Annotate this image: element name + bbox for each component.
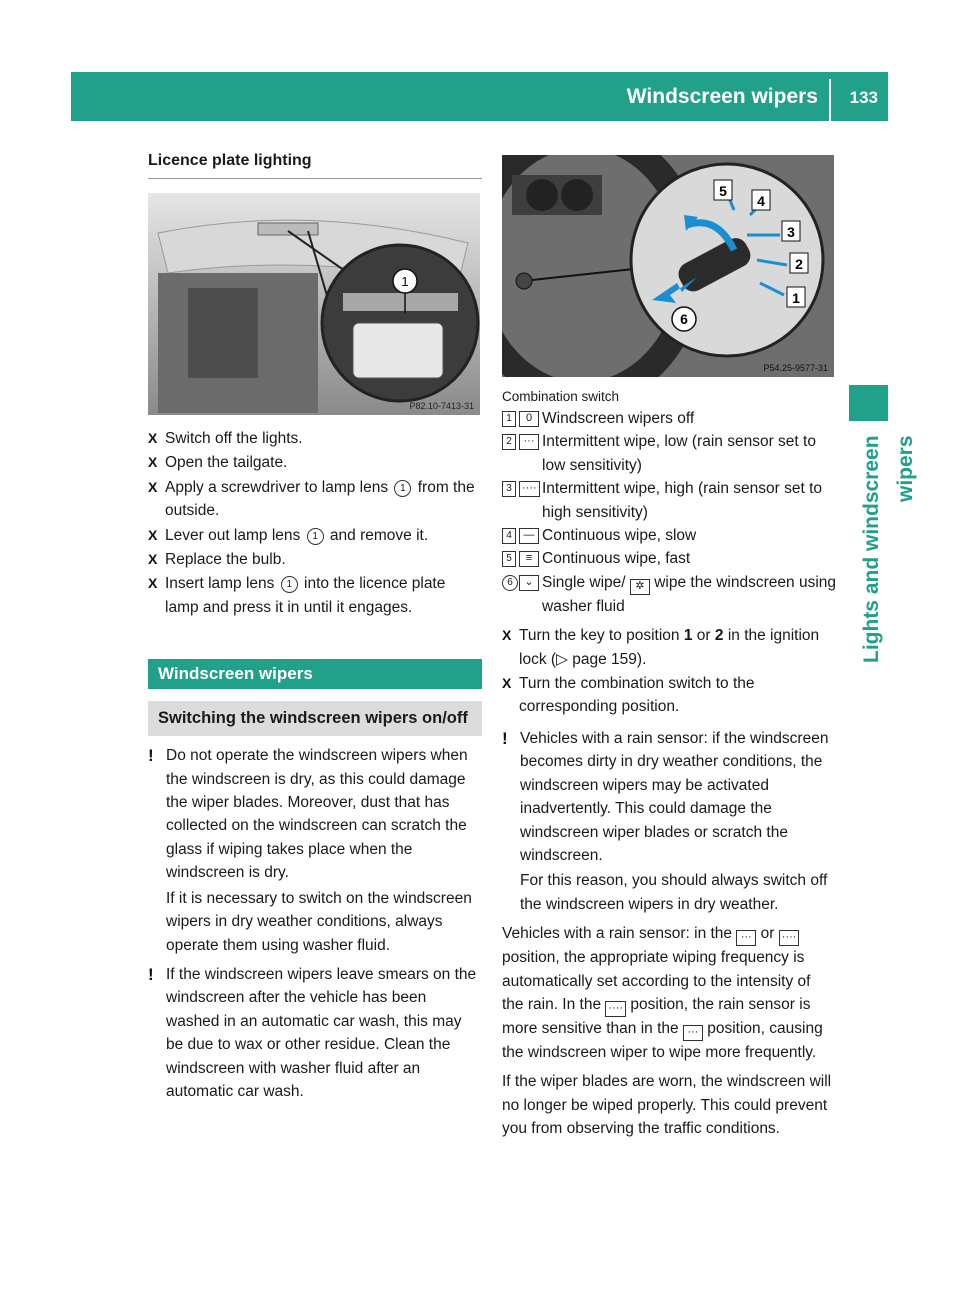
list-item: X Replace the bulb. [148,548,482,571]
wipers-subsection-heading: Switching the windscreen wipers on/off [148,701,482,736]
combination-switch-figure [502,155,834,377]
list-item: 5 ≡ Continuous wipe, fast [502,547,836,570]
figure-callout: 2 [795,256,803,272]
header-title: Windscreen wipers [626,85,818,108]
worn-blades-paragraph: If the wiper blades are worn, the windscreen will no longer be wiped properly. This could prevent you from observing the traffic conditions. [502,1073,832,1138]
wipers-section-heading: Windscreen wipers [148,659,482,689]
action-arrow-icon: X [148,430,158,446]
warning-note: ! Vehicles with a rain sensor: if the windscreen becomes dirty in dry weather conditions, the windscreen wipers may be activated inadvertently. This could damage the windscreen wiper blades or scratch the windscreen. For this reason, you should always switch off the windscreen wipers in dry weather. [502,728,829,913]
list-item: X Apply a screwdriver to lamp lens 1 from the outside. [148,476,482,523]
action-arrow-icon: X [502,675,512,692]
figure-callout-1: 1 [401,274,409,289]
list-item: 4 — Continuous wipe, slow [502,524,836,547]
callout-badge: 1 [281,576,298,593]
chapter-label: Lights and windscreen wipers [860,435,917,663]
warning-icon: ! [148,964,154,984]
right-column [502,155,836,1141]
intermittent-low-icon: ··· [736,930,756,946]
combination-switch-illustration [502,155,834,377]
action-arrow-icon: X [148,575,158,592]
intermittent-high-icon: ···· [779,930,800,946]
action-arrow-icon: X [148,526,158,543]
figure-code: P54.25-9577-31 [763,363,828,373]
list-item: 1 0 Windscreen wipers off [502,407,836,430]
combo-steps [502,624,836,719]
list-item: 3 ···· Intermittent wipe, high (rain sensor set to high sensitivity) [502,477,836,524]
licence-plate-illustration [148,193,480,415]
intermittent-high-icon: ···· [519,481,540,497]
list-item: X Insert lamp lens 1 into the licence plate lamp and press it in until it engages. [148,572,482,619]
page-header [71,72,888,121]
figure-code: P82.10-7413-31 [409,401,474,411]
figure-caption: Combination switch [502,389,620,404]
continuous-slow-icon: — [519,528,539,544]
figure-callout: 5 [719,183,727,199]
chapter-tab [849,385,888,421]
list-item: X Switch off the lights. [148,427,482,450]
warning-icon: ! [148,746,154,766]
warning-note: ! If the windscreen wipers leave smears on the windscreen after the vehicle has been washed in an automatic car wash, this may be due to wax or other residue. Clean the windscreen with washer fluid after an automatic car wash. [148,964,477,1100]
wiper-off-icon: 0 [519,411,539,427]
switch-legend [502,407,836,618]
licence-plate-figure [148,193,480,415]
washer-fluid-icon: ✲ [630,579,650,595]
list-item: X Open the tailgate. [148,451,482,474]
action-arrow-icon: X [148,478,158,495]
rain-sensor-paragraph: Vehicles with a rain sensor: in the ··· or ···· position, the appropriate wiping frequency is automatically set according to the intensity of the rain. In the ···· position, the rain sensor is more sensitive than in the ··· position, causing the windscreen wiper to wipe more frequently. [502,925,823,1061]
list-item: X Lever out lamp lens 1 and remove it. [148,524,482,547]
figure-callout: 4 [757,193,765,209]
list-item: 2 ··· Intermittent wipe, low (rain sensor set to low sensitivity) [502,430,836,477]
list-item: 6 ⌄ Single wipe/ ✲ wipe the windscreen using washer fluid [502,571,836,618]
list-item: X Turn the combination switch to the corresponding position. [502,672,836,719]
figure-callout: 6 [680,311,688,327]
left-column [148,145,482,1103]
warning-icon: ! [502,728,508,748]
licence-steps [148,427,482,619]
action-arrow-icon: X [148,551,158,568]
callout-badge: 1 [307,528,324,545]
callout-badge: 1 [394,480,411,497]
single-wipe-icon: ⌄ [519,575,539,591]
licence-plate-heading: Licence plate lighting [148,145,482,179]
warning-note: ! Do not operate the windscreen wipers when the windscreen is dry, as this could damage the wiper blades. Moreover, dust that has collected on the windscreen can scratch the glass if wiping takes place when the windscreen is dry. If it is necessary to switch on the windscreen wipers in dry weather conditions, always operate them using washer fluid. [148,746,472,954]
figure-callout: 3 [787,224,795,240]
action-arrow-icon: X [148,454,158,471]
action-arrow-icon: X [502,627,512,644]
continuous-fast-icon: ≡ [519,551,539,567]
intermittent-low-icon: ··· [519,434,539,450]
header-divider [829,79,831,121]
intermittent-high-icon: ···· [605,1001,626,1017]
page-number: 133 [849,88,878,107]
figure-callout: 1 [792,290,800,306]
list-item: X Turn the key to position 1 or 2 in the ignition lock (▷ page 159). [502,624,836,671]
intermittent-low-icon: ··· [683,1025,703,1041]
